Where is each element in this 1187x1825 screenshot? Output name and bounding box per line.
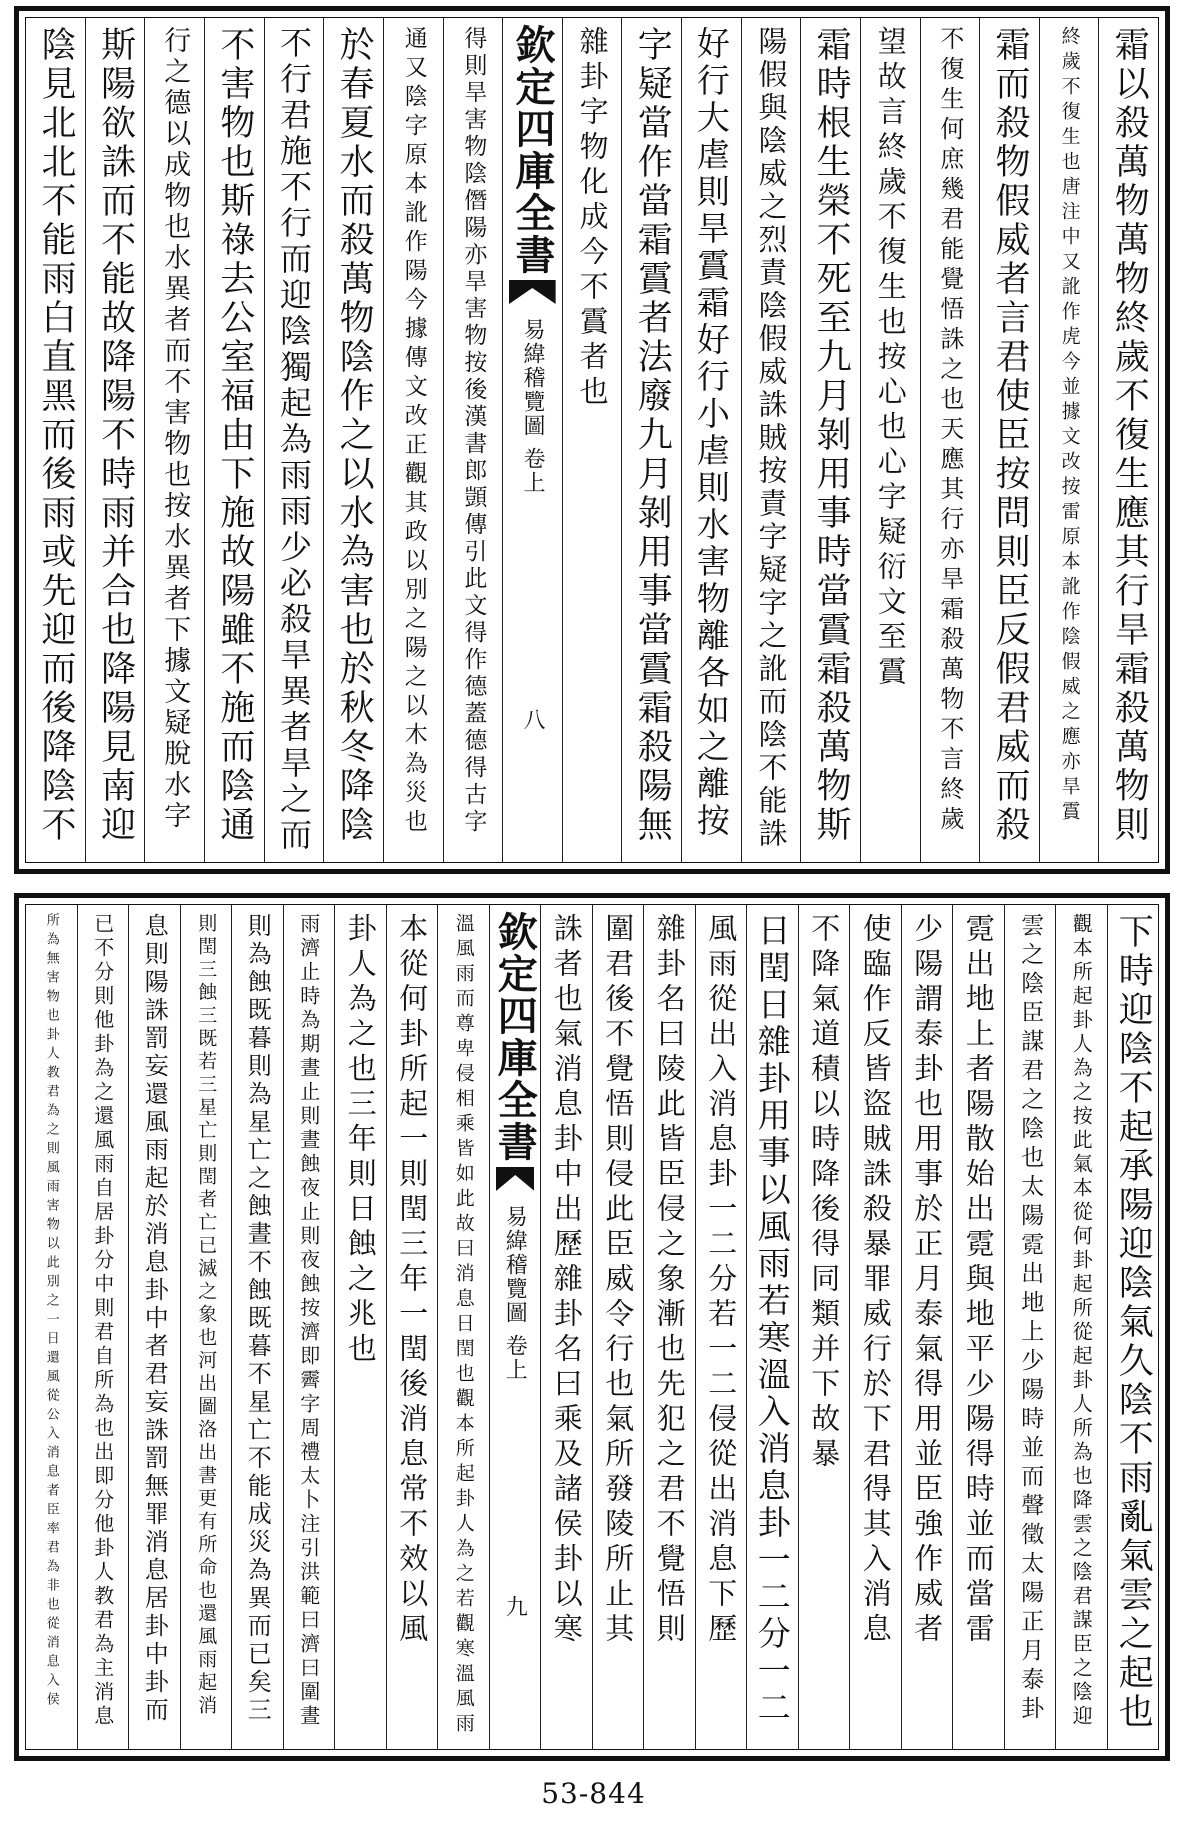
column-text: 不降氣道積以時降後得同類并下故暴 [807,913,842,1473]
columns-top [26,18,1158,862]
column-text: 望故言終歲不復生也按心也心字疑衍文至霣 [873,26,908,691]
text-column [952,905,1004,1749]
column-text: 息則陽誅罰妄還風雨起於消息卦中者君妄誅罰無罪消息居卦中卦而 [140,913,169,1725]
column-text: 雨濟止時為期晝止則晝蝕夜止則夜蝕按濟即霽字周禮太卜注引洪範曰濟曰圍晝 [296,913,321,1729]
book-title: 欽定四庫全書 [491,911,539,1163]
column-text: 陰見北北不能雨白直黑而後雨或先迎而後降陰不 [35,26,76,845]
text-column [26,905,77,1749]
text-column [1004,905,1056,1749]
text-column [1098,18,1158,862]
column-text: 卦人為之也三年則日蝕之兆也 [343,913,378,1368]
leaf-number: 八 [519,708,545,730]
column-text: 則為蝕既暮則為星亡之蝕晝不蝕既暮不星亡不能成災為異而已矣三 [243,913,272,1725]
fishtail-mark [496,1167,535,1191]
column-text: 雜卦名曰陵此皆臣侵之象漸也先犯之君不覺悟則 [652,913,687,1648]
text-frame-top [25,17,1159,863]
text-frame-bottom [25,904,1159,1750]
column-text: 下時迎陰不起承陽迎陰氣久陰不雨亂氣雲之起也 [1113,913,1154,1732]
column-text: 霜以殺萬物萬物終歲不復生應其行旱霜殺萬物則 [1109,26,1150,845]
column-text: 圍君後不覺悟則侵此臣威令行也氣所發陵所止其 [601,913,636,1648]
text-column [144,18,204,862]
column-text: 行之德以成物也水異者而不害物也按水異者下據文疑脫水字 [159,26,191,832]
leaf-number: 九 [502,1595,528,1617]
text-column [681,18,741,862]
volume-label: 易緯稽覽圖 卷上 [519,318,545,495]
column-text: 陽假與陰威之烈責陰假威誅賊按責字疑字之訛而陰不能誅 [754,26,789,851]
volume-label: 易緯稽覽圖 卷上 [502,1205,528,1382]
column-text: 不行君施不行而迎陰獨起為雨雨少必殺旱異者旱之而 [274,26,313,854]
column-text: 日閏日雜卦用事以風雨若寒溫入消息卦一二分一二 [752,913,792,1727]
column-text: 溫風雨而尊卑侵相乘皆如此故曰消息日閏也觀本所起卦人為之若觀寒溫風雨 [452,913,475,1738]
text-column [695,905,747,1749]
text-column [77,905,129,1749]
column-text: 所為無害物也卦人教君為之則風雨害物以此別之一日還風從公入消息者臣率君為非也從消息入侯 [43,913,59,1711]
column-text: 通又陰字原本訛作陽今據傳文改正觀其政以別之陽之以木為災也 [400,26,427,838]
text-column [1107,905,1159,1749]
column-text: 斯陽欲誅而不能故降陽不時雨并合也降陽見南迎 [95,26,136,845]
text-column [334,905,386,1749]
text-column [85,18,145,862]
text-column [540,905,592,1749]
text-column [741,18,801,862]
column-text: 得則旱害物陰僭陽亦旱害物按後漢書郎顗傳引此文得作德蓋德得古字 [460,26,487,836]
text-column [443,18,503,862]
text-column [800,18,860,862]
columns-bottom [26,905,1158,1749]
column-text: 終歲不復生也唐注中又訛作虎今並據文改按雷原本訛作陰假威之應亦旱霣 [1058,26,1081,826]
text-column [798,905,850,1749]
text-column [901,905,953,1749]
column-text: 好行大虐則旱霣霜好行小虐則水害物離各如之離按 [691,26,731,840]
text-column [231,905,283,1749]
column-text: 風雨從出入消息卦一二分若一二侵從出消息下歷 [704,913,739,1648]
page-number: 53-844 [541,1777,646,1810]
text-column [592,905,644,1749]
text-column [180,905,232,1749]
text-column [386,905,438,1749]
text-column [849,905,901,1749]
column-text: 使臨作反皆盜賊誅殺暴罪威行於下君得其入消息 [858,913,893,1648]
text-column [1055,905,1107,1749]
column-text: 霜時根生榮不死至九月剝用事時當霣霜殺萬物斯 [811,26,852,845]
column-text: 於春夏水而殺萬物陰作之以水為害也於秋冬降陰 [334,26,375,845]
text-column [979,18,1039,862]
text-column [204,18,264,862]
page-bottom [14,893,1170,1761]
text-column [562,18,622,862]
column-text: 霓出地上者陽散始出霓與地平少陽得時並而當雷 [961,913,996,1648]
column-text: 不復生何庶幾君能覺悟誅之也天應其行亦旱霜殺萬物不言終歲 [935,26,964,836]
column-text: 誅者也氣消息卦中出歷雜卦名曰乘及諸侯卦以寒 [549,913,584,1648]
fishtail-mark [509,280,556,304]
center-margin-column [489,905,541,1749]
column-text: 雲之陰臣謀君之陰也太陽霓出地上少陽時並而聲徵太陽正月泰卦 [1017,913,1044,1725]
text-column [283,905,335,1749]
text-column [1039,18,1099,862]
column-text: 雜卦字物化成今不霣者也 [575,26,610,411]
text-column [860,18,920,862]
book-title: 欽定四庫全書 [508,24,556,276]
text-column [323,18,383,862]
center-margin-column [502,18,562,862]
text-column [920,18,980,862]
column-text: 不害物也斯祿去公室福由下施故陽雖不施而陰通 [214,26,255,845]
text-column [264,18,324,862]
column-text: 則閏三蝕三既若三星亡則閏者亡已滅之象也河出圖洛出書更有所命也還風雨起消 [195,913,218,1718]
text-column [621,18,681,862]
text-column [746,905,798,1749]
page-top [14,6,1170,874]
text-column [128,905,180,1749]
column-text: 少陽謂泰卦也用事於正月泰氣得用並臣強作威者 [910,913,945,1648]
text-column [643,905,695,1749]
text-column [437,905,489,1749]
column-text: 本從何卦所起一則閏三年一閏後消息常不效以風 [395,913,430,1648]
text-column [26,18,85,862]
column-text: 字疑當作當霜霣者法廢九月剝用事當霣霜殺陽無 [632,26,673,845]
text-column [383,18,443,862]
column-text: 霜而殺物假威者言君使臣按問則臣反假君威而殺 [989,26,1030,845]
column-text: 已不分則他卦為之還風雨自居卦分中則君自所為也出即分他卦人教君為主消息 [90,913,115,1729]
column-text: 觀本所起卦人為之按此氣本從何卦起所從起卦人所為也降雲之陰君謀臣之陰迎 [1069,913,1094,1729]
